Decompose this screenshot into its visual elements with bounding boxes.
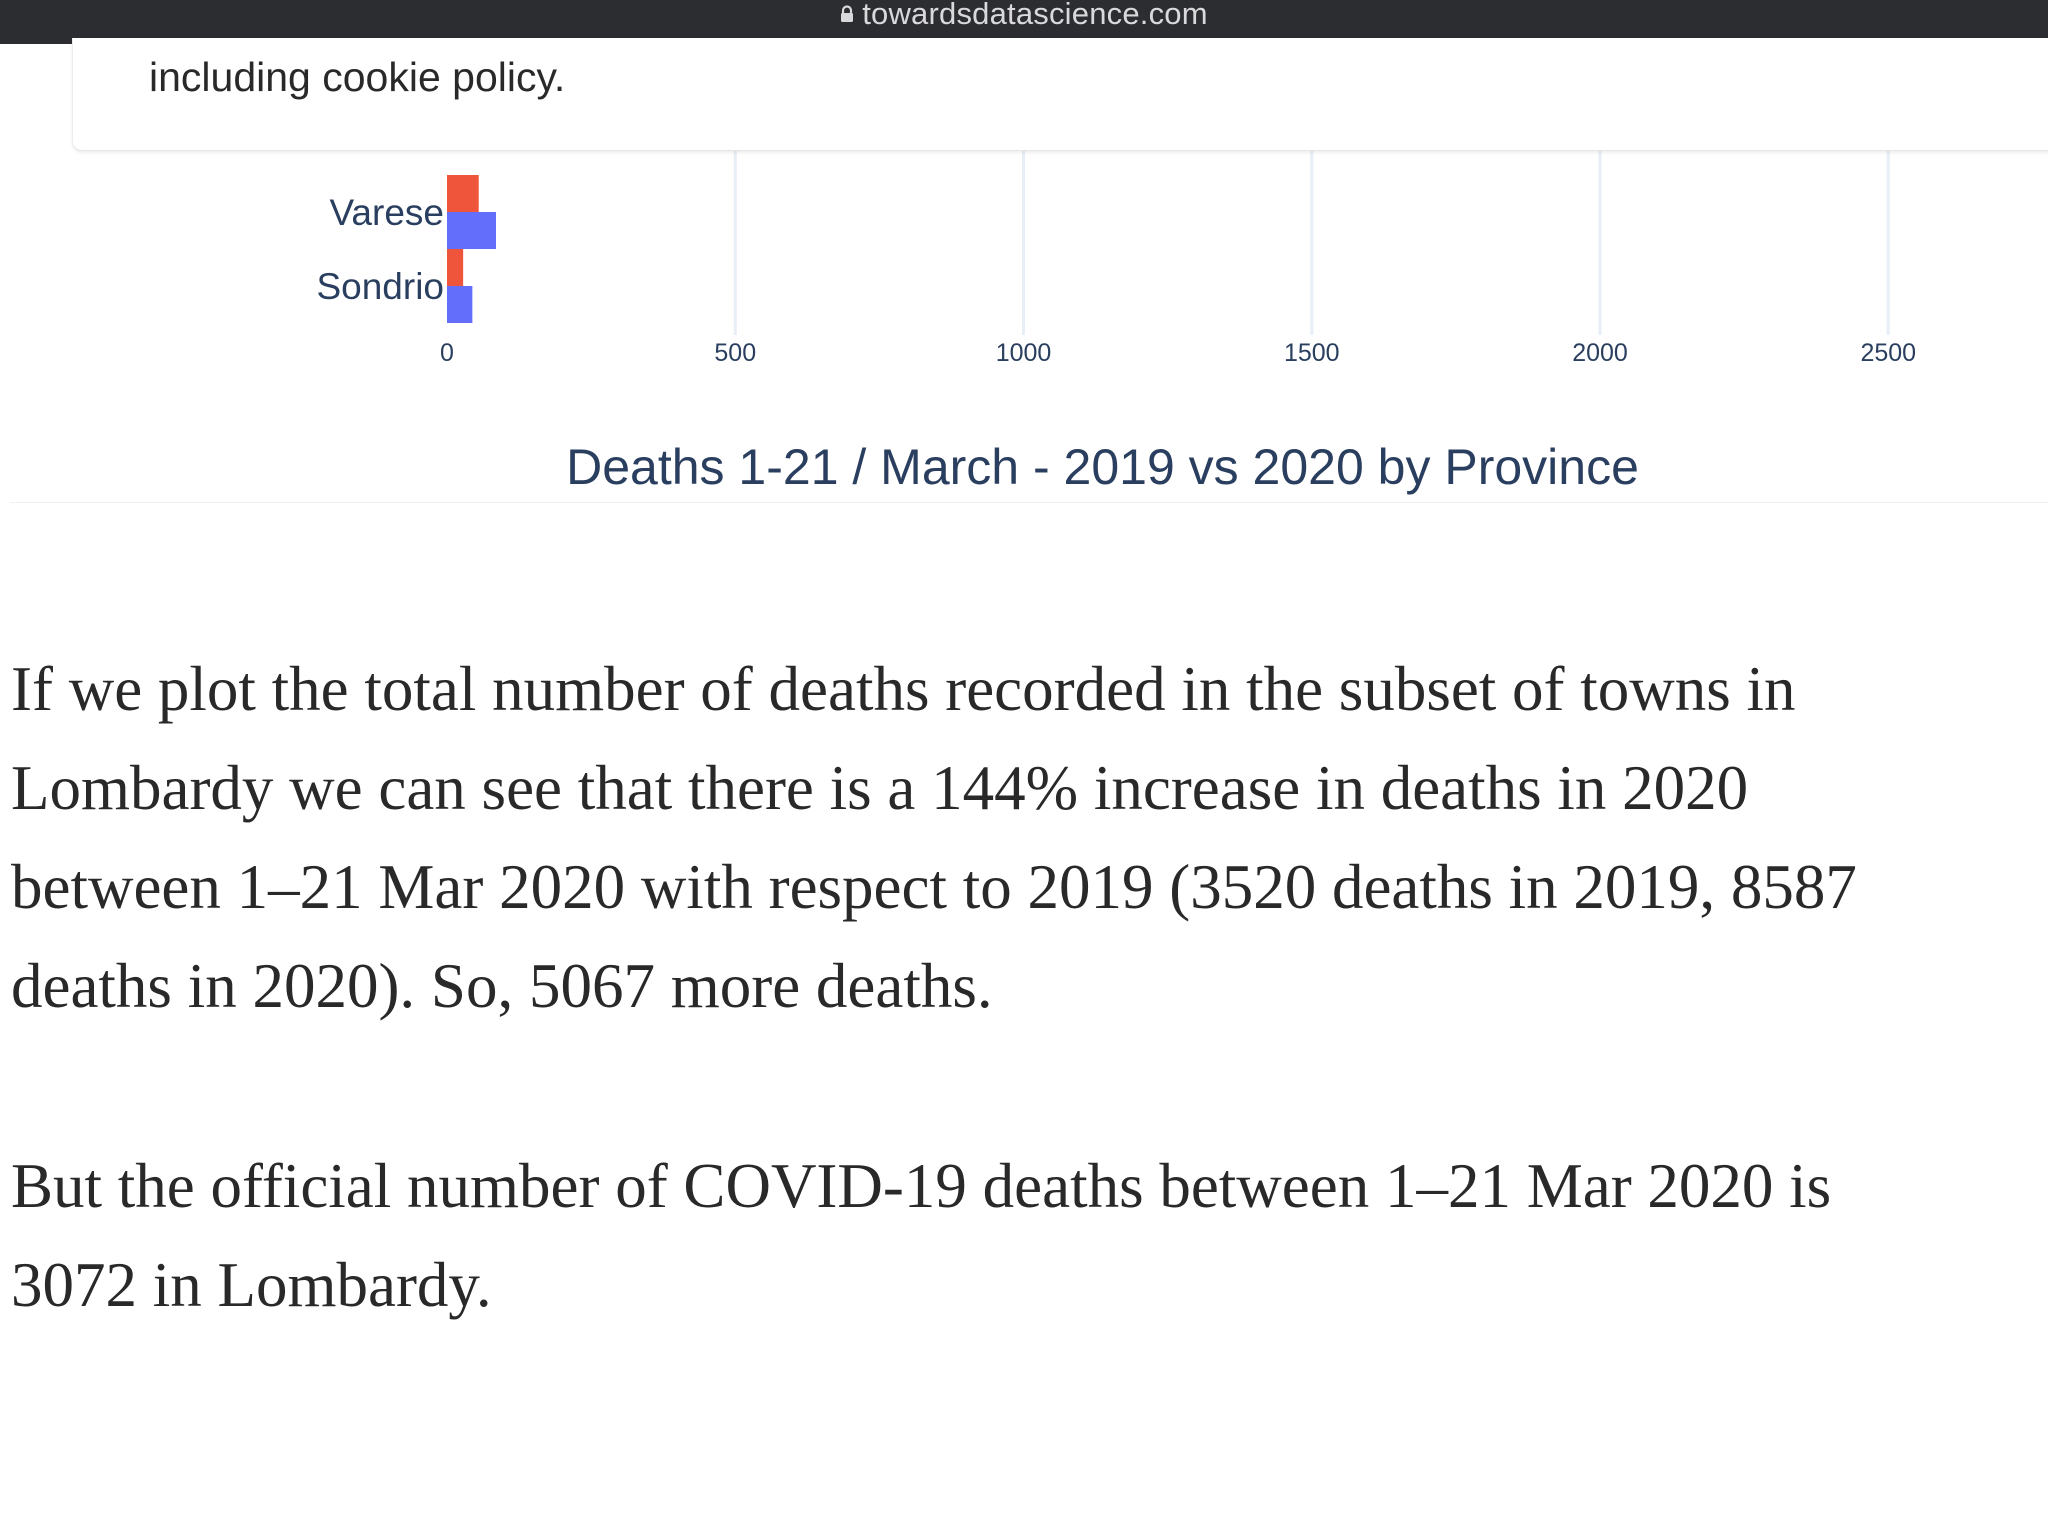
chart-divider (10, 502, 2048, 503)
cookie-banner-text: including cookie policy. (149, 54, 566, 100)
bar-2020-varese[interactable] (447, 212, 496, 249)
x-tick-label: 2000 (1572, 339, 1628, 367)
paragraph-line: deaths in 2020). So, 5067 more deaths. (11, 951, 993, 1021)
paragraph-line: 3072 in Lombardy. (11, 1250, 492, 1320)
x-tick-label: 500 (714, 339, 757, 367)
bar-2020-sondrio[interactable] (447, 286, 472, 323)
x-tick-label: 1000 (995, 339, 1052, 367)
paragraph-line: But the official number of COVID-19 deaths between 1–21 Mar 2020 is (11, 1151, 1832, 1221)
article-paragraph (11, 640, 2041, 1036)
chart-title: Deaths 1-21 / March - 2019 vs 2020 by Province (566, 439, 1639, 495)
cookie-banner (72, 38, 2048, 151)
paragraph-line: If we plot the total number of deaths recorded in the subset of towns in (11, 654, 1796, 724)
paragraph-line: between 1–21 Mar 2020 with respect to 2019 (3520 deaths in 2019, 8587 (11, 852, 1857, 922)
article-body (11, 640, 2041, 1335)
x-tick-label: 0 (440, 339, 454, 367)
article-paragraph (11, 1137, 2041, 1335)
x-tick-label: 2500 (1860, 339, 1917, 367)
url-text: towardsdatascience.com (862, 0, 1208, 31)
y-category-label: Sondrio (316, 266, 444, 307)
bar-2019-sondrio[interactable] (447, 249, 463, 286)
y-category-label: Varese (329, 192, 444, 233)
x-tick-label: 1500 (1283, 339, 1340, 367)
paragraph-line: Lombardy we can see that there is a 144% increase in deaths in 2020 (11, 753, 1749, 823)
bar-2019-varese[interactable] (447, 175, 479, 212)
